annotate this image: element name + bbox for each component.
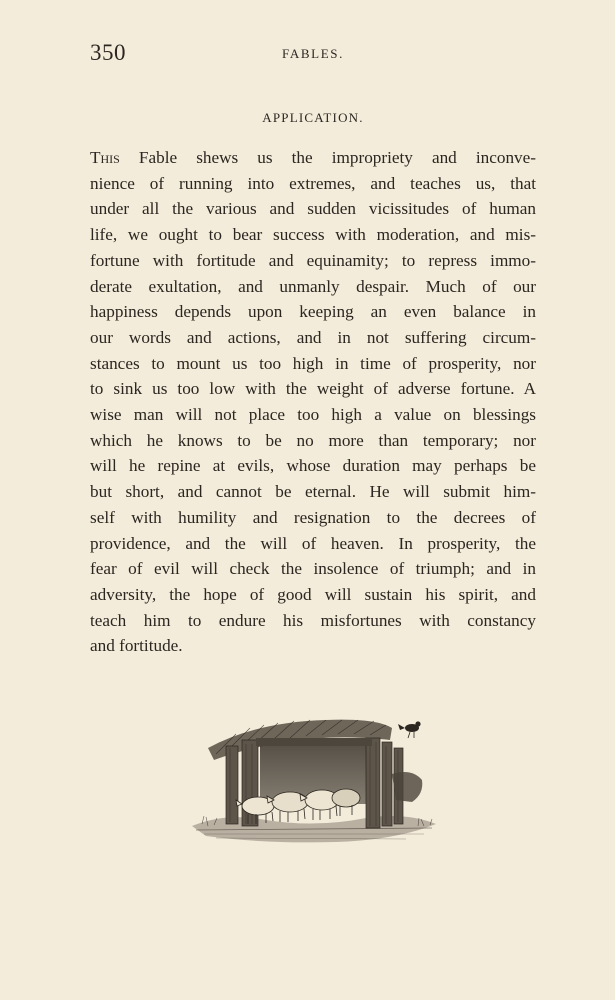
section-title: APPLICATION. <box>262 110 364 125</box>
text-line: happiness depends upon keeping an even balance in <box>90 302 536 322</box>
running-title: FABLES. <box>282 46 344 61</box>
text-line: adversity, the hope of good will sustain his spirit, and <box>90 584 536 604</box>
text-line: which he knows to be no more than temporary; nor <box>90 430 536 450</box>
bird <box>398 721 421 738</box>
right-post <box>366 738 380 828</box>
text-line: This Fable shews us the impropriety and inconve- <box>90 148 536 167</box>
text-line: derate exultation, and unmanly despair. Much of our <box>90 276 536 296</box>
text-line: under all the various and sudden vicissitudes of human <box>90 199 536 219</box>
application-paragraph <box>90 145 536 659</box>
text-line: nience of running into extremes, and teaches us, that <box>90 173 536 193</box>
text-line: teach him to endure his misfortunes with constancy <box>90 610 536 630</box>
text-line: fortune with fortitude and equinamity; to repress immo- <box>90 250 536 270</box>
text-line: stances to mount us too high in time of prosperity, nor <box>90 353 536 373</box>
text-line: to sink us too low with the weight of adverse fortune. A <box>90 379 536 399</box>
text-line: fear of evil will check the insolence of triumph; and in <box>90 559 536 579</box>
page-header <box>90 38 540 68</box>
text-line: life, we ought to bear success with moderation, and mis- <box>90 225 536 245</box>
text-line: wise man will not place too high a value on blessings <box>90 405 536 425</box>
text-line: our words and actions, and in not suffering circum- <box>90 327 536 347</box>
text-line: but short, and cannot be eternal. He will submit him- <box>90 482 536 502</box>
drop-word: This <box>90 148 120 167</box>
engraving-illustration <box>186 708 442 848</box>
text-line: providence, and the will of heaven. In prosperity, the <box>90 533 536 553</box>
text-line: self with humility and resignation to the decrees of <box>90 507 536 527</box>
page-number: 350 <box>90 40 126 65</box>
text-line: will he repine at evils, whose duration may perhaps be <box>90 456 536 476</box>
text-line: and fortitude. <box>90 636 183 656</box>
